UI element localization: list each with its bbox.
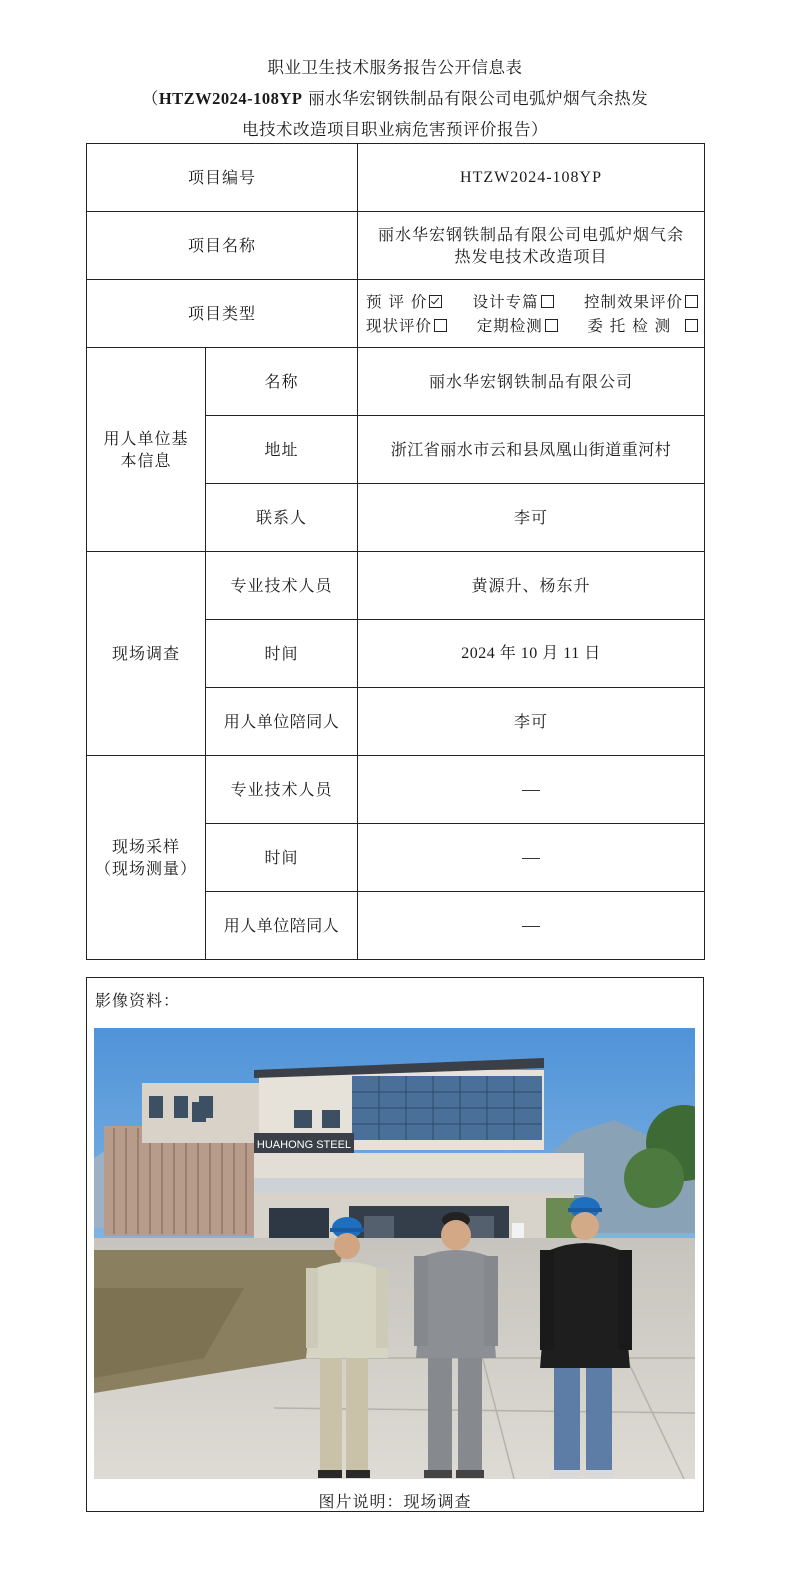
project-no-label: 项目编号: [87, 144, 358, 212]
survey-staff-value: 黄源升、杨东升: [358, 552, 705, 620]
table-row: [87, 348, 705, 416]
site-survey-photo: [94, 1028, 695, 1479]
survey-time-label: 时间: [206, 620, 358, 688]
project-no-value: HTZW2024-108YP: [358, 144, 705, 212]
sampling-staff-label: 专业技术人员: [206, 756, 358, 824]
employer-name-value: 丽水华宏钢铁制品有限公司: [358, 348, 705, 416]
sampling-staff-value: [358, 756, 705, 824]
checkbox-icon: [434, 319, 447, 332]
checkbox-checked-icon: [429, 295, 442, 308]
type-design: 设计专篇: [473, 290, 554, 314]
employer-name-label: 名称: [206, 348, 358, 416]
table-row: [87, 552, 705, 620]
report-code: HTZW2024-108YP: [158, 89, 303, 108]
sampling-escort-label: 用人单位陪同人: [206, 892, 358, 960]
type-periodic: 定期检测: [477, 314, 558, 338]
building-sign-text: HUAHONG STEEL: [256, 1139, 352, 1151]
project-name-label: 项目名称: [87, 212, 358, 280]
table-row: [87, 144, 705, 212]
photo-section: [86, 977, 704, 1512]
checkbox-icon: [545, 319, 558, 332]
empty-dash: [522, 858, 540, 859]
survey-escort-value: 李可: [358, 688, 705, 756]
checkbox-icon: [685, 319, 698, 332]
type-commission: 委 托 检 测: [587, 314, 698, 338]
checkbox-icon: [685, 295, 698, 308]
survey-escort-label: 用人单位陪同人: [206, 688, 358, 756]
doc-subtitle-line2: 电技术改造项目职业病危害预评价报告）: [242, 120, 548, 139]
survey-staff-label: 专业技术人员: [206, 552, 358, 620]
checkbox-icon: [541, 295, 554, 308]
doc-title: 职业卫生技术服务报告公开信息表: [267, 58, 523, 77]
table-row: [87, 280, 705, 348]
type-pre-eval: 预 评 价: [366, 290, 442, 314]
project-type-options: [358, 280, 705, 348]
survey-group-label: 现场调查: [87, 552, 206, 756]
employer-contact-value: 李可: [358, 484, 705, 552]
type-control-eval: 控制效果评价: [584, 290, 698, 314]
sampling-time-value: [358, 824, 705, 892]
doc-subtitle-line1: （HTZW2024-108YP 丽水华宏钢铁制品有限公司电弧炉烟气余热发: [141, 89, 649, 108]
type-status-eval: 现状评价: [366, 314, 447, 338]
survey-time-value: 2024 年 10 月 11 日: [358, 620, 705, 688]
info-table: [86, 143, 705, 960]
sampling-escort-value: [358, 892, 705, 960]
project-name-value: 丽水华宏钢铁制品有限公司电弧炉烟气余热发电技术改造项目: [358, 212, 705, 280]
photo-caption: 图片说明：现场调查: [318, 1492, 472, 1511]
empty-dash: [522, 926, 540, 927]
employer-group-label: 用人单位基本信息: [87, 348, 206, 552]
table-row: [87, 756, 705, 824]
photo-section-label: 影像资料：: [95, 991, 181, 1010]
empty-dash: [522, 790, 540, 791]
table-row: [87, 212, 705, 280]
sampling-group-label: 现场采样 （现场测量）: [87, 756, 206, 960]
employer-addr-label: 地址: [206, 416, 358, 484]
employer-contact-label: 联系人: [206, 484, 358, 552]
employer-addr-value: 浙江省丽水市云和县凤凰山街道重河村: [358, 416, 705, 484]
sampling-time-label: 时间: [206, 824, 358, 892]
project-type-label: 项目类型: [87, 280, 358, 348]
